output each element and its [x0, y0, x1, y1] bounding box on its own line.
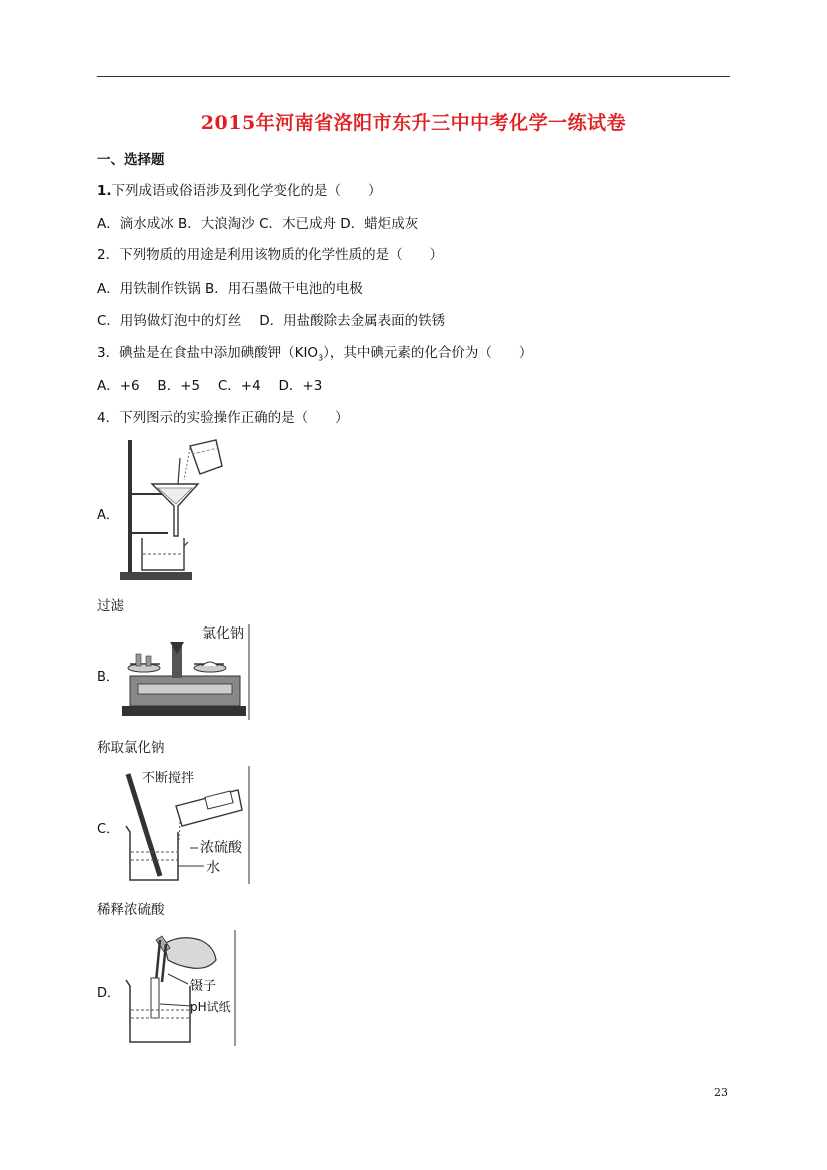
option-b-caption: 称取氯化钠	[97, 740, 165, 756]
ph-test-figure	[120, 930, 238, 1046]
page-title: 2015年河南省洛阳市东升三中中考化学一练试卷	[200, 112, 627, 134]
header-rule	[97, 76, 730, 77]
filtration-figure	[118, 436, 224, 584]
question-3-options: A．+6 B．+5 C．+4 D．+3	[97, 378, 323, 394]
sodium-chloride-annotation: 氯化钠	[202, 626, 244, 642]
option-c-label: C．	[97, 822, 120, 837]
section-heading: 一、选择题	[97, 152, 165, 168]
balance-figure	[120, 624, 252, 720]
tweezers-annotation: 镊子	[190, 979, 217, 994]
question-4-text: 4．下列图示的实验操作正确的是（ ）	[97, 410, 349, 426]
question-2-options-row2: C．用钨做灯泡中的灯丝 D．用盐酸除去金属表面的铁锈	[97, 313, 446, 329]
ph-paper-annotation: pH试纸	[190, 1000, 231, 1014]
option-a-caption: 过滤	[97, 598, 124, 614]
option-b-label: B．	[97, 670, 119, 685]
question-2-text: 2．下列物质的用途是利用该物质的化学性质的是（ ）	[97, 247, 444, 263]
option-d-label: D．	[97, 986, 121, 1001]
page-number: 23	[714, 1086, 728, 1099]
question-1-text: 下列成语或俗语涉及到化学变化的是（ ）	[111, 183, 382, 199]
question-3-subscript: 3	[318, 353, 324, 363]
option-c-caption: 稀释浓硫酸	[97, 902, 165, 918]
question-1-number: 1.	[97, 183, 112, 199]
acid-annotation: 浓硫酸	[200, 840, 242, 856]
water-annotation: 水	[206, 860, 220, 876]
question-2-options-row1: A．用铁制作铁锅 B．用石墨做干电池的电极	[97, 281, 363, 297]
question-3-text-b: ），其中碘元素的化合价为（ ）	[323, 345, 533, 361]
stir-annotation: 不断搅拌	[142, 771, 195, 786]
question-3-text	[97, 344, 532, 368]
question-3-text-a: 3．碘盐是在食盐中添加碘酸钾（KIO	[97, 345, 319, 361]
option-a-label: A．	[97, 508, 119, 523]
dilution-figure	[120, 766, 252, 884]
question-1	[97, 182, 382, 200]
question-1-options: A．滴水成冰 B．大浪淘沙 C．木已成舟 D．蜡炬成灰	[97, 216, 419, 232]
